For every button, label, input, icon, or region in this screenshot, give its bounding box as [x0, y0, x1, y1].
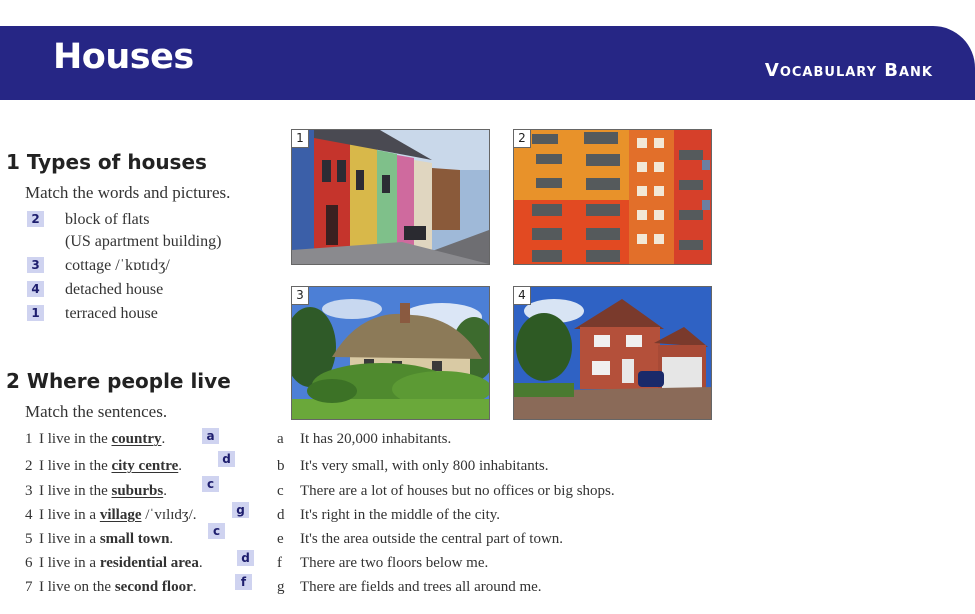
picture-terraced-houses [291, 129, 490, 265]
thatched-cottage-photo [292, 287, 489, 419]
picture-thatched-cottage [291, 286, 490, 420]
answer-box[interactable]: c [202, 476, 219, 492]
answer-box[interactable]: c [208, 523, 225, 539]
answer-box[interactable]: f [235, 574, 252, 590]
sentence-1: 1 I live in the country. a [25, 432, 165, 447]
section2-title: 2 Where people live [6, 369, 231, 393]
block-of-flats-photo [514, 130, 711, 264]
sentence-7: 7 I live on the second floor. f [25, 580, 197, 595]
option-g: g There are fields and trees all around me. [277, 579, 542, 595]
sentence-5: 5 I live in a small town. c [25, 532, 173, 547]
answer-box[interactable]: d [218, 451, 235, 467]
terraced-houses-photo [292, 130, 489, 264]
key-phrase: suburbs [111, 483, 164, 499]
option-b: b It's very small, with only 800 inhabitants. [277, 458, 549, 474]
option-d: d It's right in the middle of the city. [277, 507, 501, 523]
key-phrase: small town [99, 531, 170, 547]
key-phrase: village [99, 507, 142, 523]
picture-number: 1 [292, 130, 309, 148]
page-title: Houses [53, 37, 194, 77]
picture-number: 3 [292, 287, 309, 305]
section1-title: 1 Types of houses [6, 150, 207, 174]
answer-box[interactable]: 4 [27, 281, 44, 297]
picture-number: 4 [514, 287, 531, 305]
vocab-word: terraced house [65, 305, 158, 322]
section1-instruction: Match the words and pictures. [25, 183, 231, 202]
option-a: a It has 20,000 inhabitants. [277, 431, 452, 447]
section-label: Vocabulary Bank [764, 60, 933, 81]
sentence-6: 6 I live in a residential area. d [25, 556, 203, 571]
answer-box[interactable]: 2 [27, 211, 44, 227]
sentence-4: 4 I live in a village /ˈvɪlɪdʒ/. g [25, 508, 197, 523]
answer-box[interactable]: a [202, 428, 219, 444]
vocab-word: block of flats [65, 211, 150, 228]
vocab-note: (US apartment building) [65, 233, 222, 250]
key-phrase: second floor [114, 579, 193, 595]
picture-number: 2 [514, 130, 531, 148]
option-f: f There are two floors below me. [277, 555, 489, 571]
picture-block-of-flats [513, 129, 712, 265]
answer-box[interactable]: 1 [27, 305, 44, 321]
answer-box[interactable]: g [232, 502, 249, 518]
vocab-word: detached house [65, 281, 164, 298]
sentence-2: 2 I live in the city centre. d [25, 459, 182, 474]
picture-detached-house [513, 286, 712, 420]
key-phrase: city centre [111, 458, 179, 474]
answer-box[interactable]: 3 [27, 257, 44, 273]
option-e: e It's the area outside the central part of town. [277, 531, 564, 547]
option-c: c There are a lot of houses but no offices or big shops. [277, 483, 615, 499]
section2-instruction: Match the sentences. [25, 402, 168, 421]
key-phrase: residential area [99, 555, 199, 571]
vocab-word: cottage /ˈkɒtɪdʒ/ [65, 257, 170, 274]
answer-box[interactable]: d [237, 550, 254, 566]
key-phrase: country [111, 431, 162, 447]
detached-house-photo [514, 287, 711, 419]
sentence-3: 3 I live in the suburbs. c [25, 484, 167, 499]
